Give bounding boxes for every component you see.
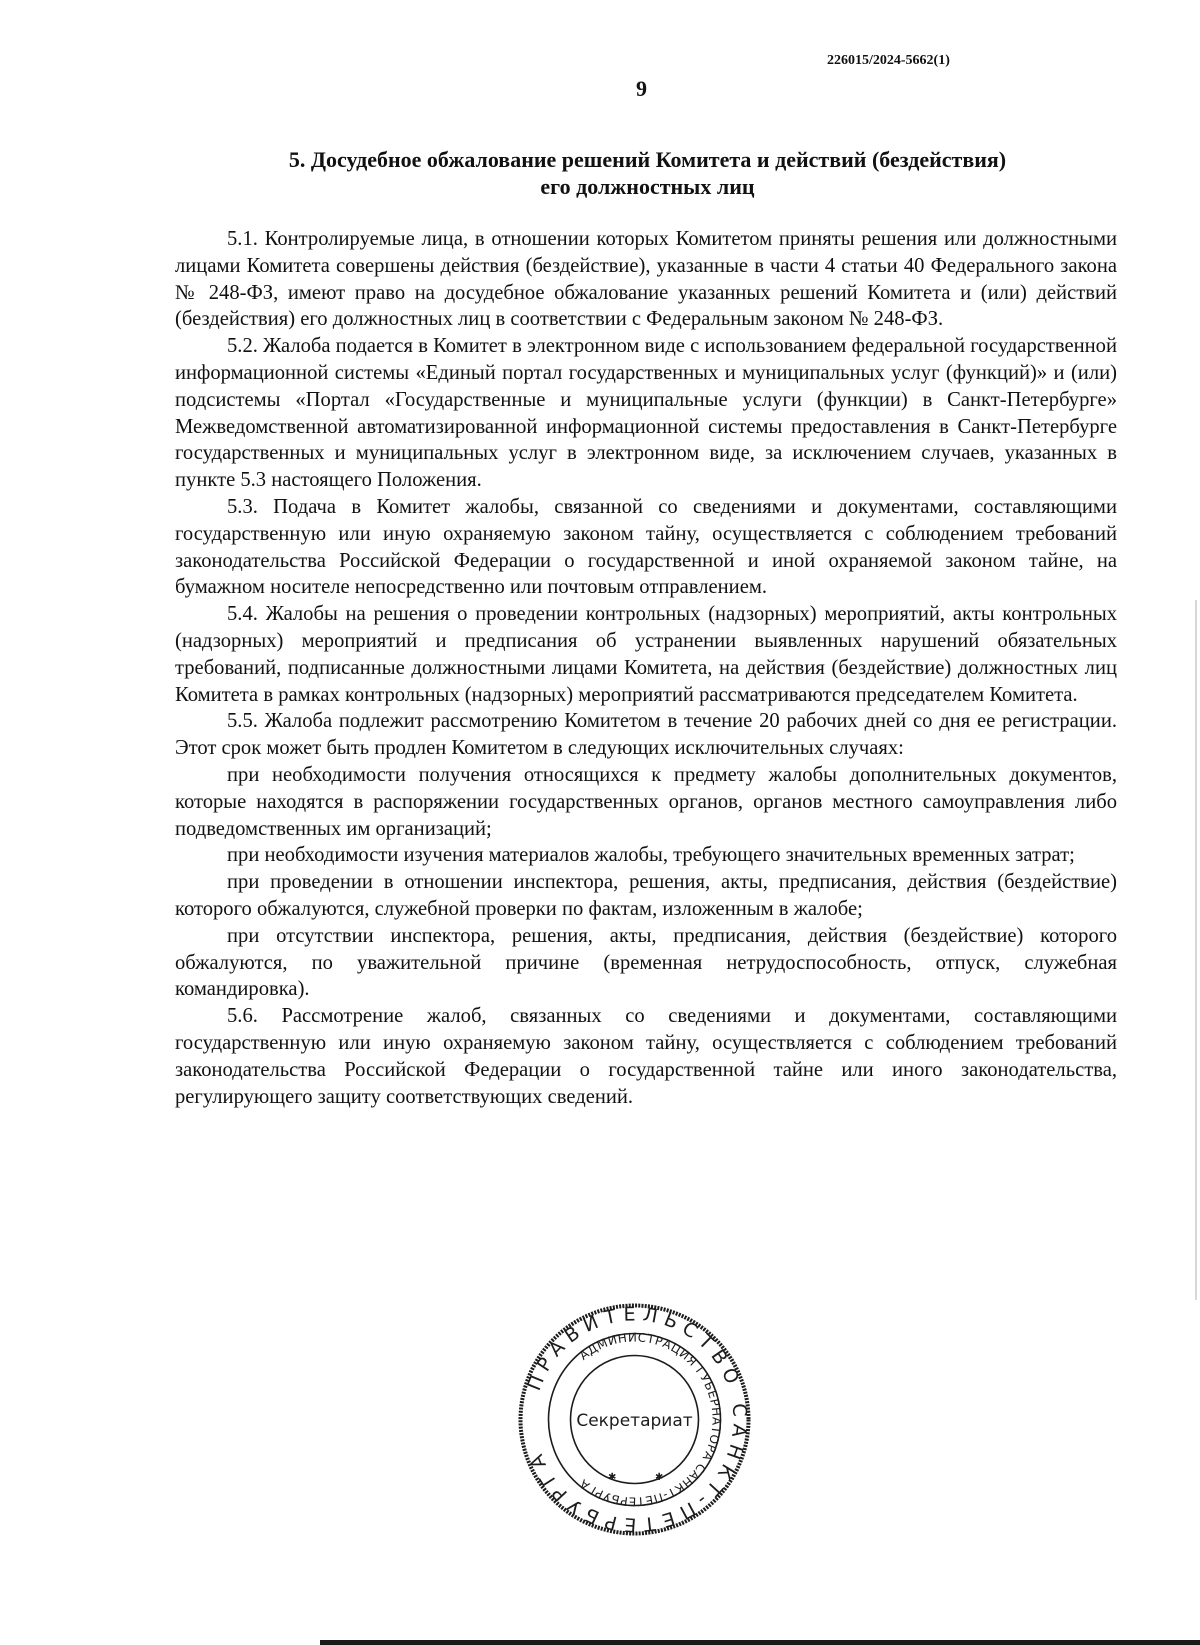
list-item-case-4: при отсутствии инспектора, решения, акты, предписания, действия (бездействие) которого обжалуются, по уважительной причине (временная нетрудоспособность, отпуск, служебная командировка). — [175, 924, 1117, 1001]
paragraph-5-2: 5.2. Жалоба подается в Комитет в электронном виде с использованием федеральной государственной информационной системы «Единый портал государственных и муниципальных услуг (функций)» и (или) подсистемы «Портал «Государственные и муниципальные услуги (функции) в Санкт-Петербурге» Межведомственной автоматизированной информационной системы предоставления в Санкт-Петербурге государственных и муниципальных услуг в электронном виде, за исключением случаев, указанных в пункте 5.3 настоящего Положения. — [175, 335, 1117, 492]
paragraph-5-6: 5.6. Рассмотрение жалоб, связанных со сведениями и документами, составляющими государственную или иную охраняемую законом тайну, осуществляется с соблюдением требований законодательства Российской Федерации о государственной тайне или иного законодательства, регулирующего защиту соответствующих сведений. — [175, 1005, 1117, 1108]
official-seal — [517, 1302, 752, 1537]
section-title — [175, 146, 1120, 200]
page-number: 9 — [636, 76, 647, 101]
list-item-case-1: при необходимости получения относящихся к предмету жалобы дополнительных документов, которые находятся в распоряжении государственных органов, органов местного самоуправления либо подведомственных им организаций; — [175, 763, 1117, 840]
paragraph-5-4: 5.4. Жалобы на решения о проведении контрольных (надзорных) мероприятий, акты контрольных (надзорных) мероприятий и предписания об устранении выявленных нарушений обязательных требований, подписанные должностными лицами Комитета, на действия (бездействие) должностных лиц Комитета в рамках контрольных (надзорных) мероприятий рассматриваются председателем Комитета. — [175, 603, 1117, 706]
document-registration-number: 226015/2024-5662(1) — [827, 53, 950, 68]
seal-outer-text-path: ПРАВИТЕЛЬСТВО САНКТ-ПЕТЕРБУРГА — [523, 1303, 751, 1536]
seal-star-icon: ✱ — [608, 1472, 617, 1483]
scan-edge-artifact — [1195, 600, 1197, 1300]
paragraph-5-3: 5.3. Подача в Комитет жалобы, связанной со сведениями и документами, составляющими государственную или иную охраняемую законом тайну, осуществляется с соблюдением требований законодательства Российской Федерации о государственной и иной охраняемой законом тайне, на бумажном носителе непосредственно или почтовым отправлением. — [175, 495, 1117, 599]
document-body — [175, 226, 1117, 1110]
list-item-case-2: при необходимости изучения материалов жалобы, требующего значительных временных затрат; — [227, 844, 1075, 867]
section-title-line-1: 5. Досудебное обжалование решений Комитета и действий (бездействия) — [288, 147, 1007, 172]
section-title-line-2: его должностных лиц — [540, 174, 755, 199]
seal-center-text: Секретариат — [576, 1411, 693, 1431]
scan-bottom-edge — [320, 1640, 1200, 1645]
paragraph-5-5: 5.5. Жалоба подлежит рассмотрению Комитетом в течение 20 рабочих дней со дня ее регистрации. Этот срок может быть продлен Комитетом в следующих исключительных случаях: — [175, 710, 1117, 760]
paragraph-5-1: 5.1. Контролируемые лица, в отношении которых Комитетом приняты решения или должностными лицами Комитета совершены действия (бездействие), указанные в части 4 статьи 40 Федерального закона № 248-ФЗ, имеют право на досудебное обжалование указанных решений Комитета и (или) действий (бездействия) его должностных лиц в соответствии с Федеральным законом № 248-ФЗ. — [175, 228, 1117, 331]
list-item-case-3: при проведении в отношении инспектора, решения, акты, предписания, действия (бездействие) которого обжалуются, служебной проверки по фактам, изложенным в жалобе; — [175, 871, 1117, 920]
seal-star-icon: ✱ — [655, 1472, 664, 1483]
seal-inner-text-path: АДМИНИСТРАЦИЯ ГУБЕРНАТОРА САНКТ-ПЕТЕРБУРГА — [576, 1330, 724, 1509]
